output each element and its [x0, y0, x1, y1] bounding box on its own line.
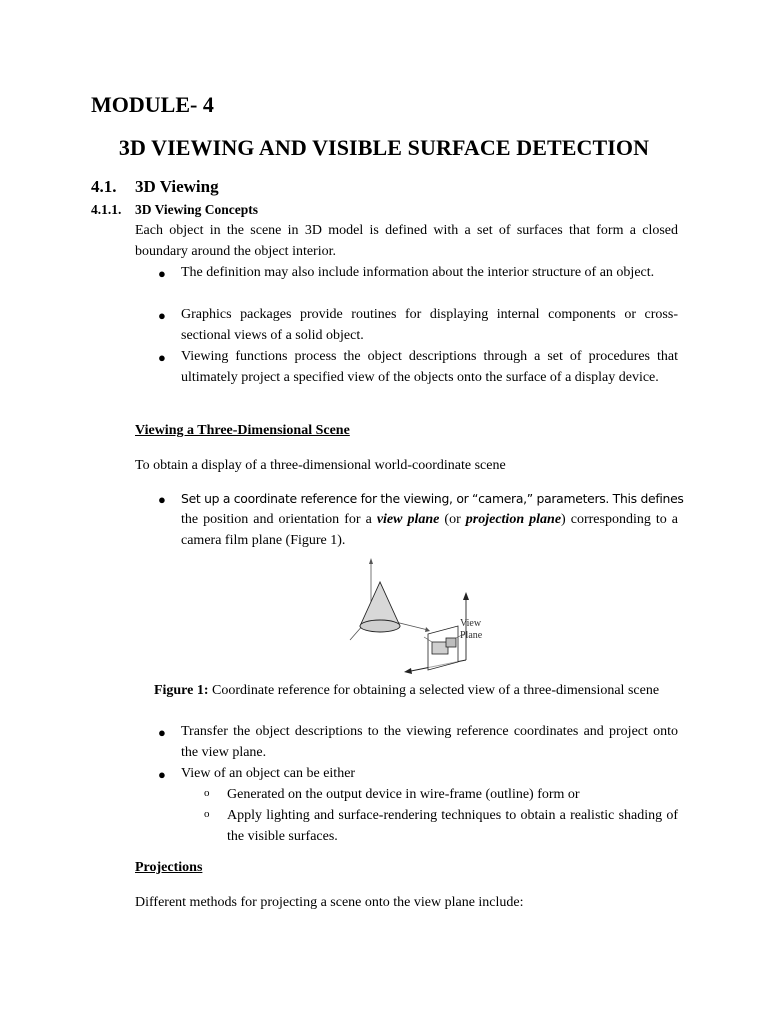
module-heading: MODULE- 4	[91, 92, 214, 117]
sub-option: Apply lighting and surface-rendering techniques to obtain a realistic shading of the visible surfaces.	[227, 808, 678, 844]
axis-y-arrowhead	[369, 558, 373, 564]
page-title: 3D VIEWING AND VISIBLE SURFACE DETECTION	[118, 135, 650, 160]
concept-bullet: The definition may also include information about the interior structure of an object.	[181, 265, 655, 280]
circle-marker: o	[204, 808, 210, 820]
section-heading	[91, 177, 219, 197]
concept-bullet: Viewing functions process the object descriptions through a set of procedures that ultimately project a specified view of the objects onto the surface of a display device.	[181, 349, 678, 385]
step1-mid: (or	[439, 512, 466, 527]
bullet-marker: ●	[158, 266, 166, 281]
view-plane-label-line1: View	[460, 618, 482, 629]
step1-line1: Set up a coordinate reference for the viewing, or “camera,” parameters. This defines	[181, 491, 684, 506]
step1-pre: the position and orientation for a	[181, 512, 377, 527]
bullet-marker: ●	[158, 725, 166, 740]
step3-text: View of an object can be either	[181, 766, 356, 781]
camera-lens	[446, 638, 456, 647]
step1-text	[181, 509, 678, 551]
view-plane-term: view plane	[376, 512, 440, 527]
step1-post: ) corresponding to a camera film plane (Figure 1).	[181, 512, 678, 548]
step2-text: Transfer the object descriptions to the viewing reference coordinates and project onto the view plane.	[181, 724, 678, 760]
bullet-marker: ●	[158, 308, 166, 323]
subsection-title: 3D Viewing Concepts	[135, 202, 259, 217]
scene-heading: Viewing a Three-Dimensional Scene	[135, 423, 350, 438]
cone-base	[360, 620, 400, 632]
cone-body	[360, 582, 400, 626]
section-title: 3D Viewing	[135, 177, 219, 196]
figure-caption-text: Coordinate reference for obtaining a selected view of a three-dimensional scene	[208, 683, 660, 698]
subsection-number: 4.1.1.	[91, 202, 122, 217]
bullet-marker: ●	[158, 492, 166, 507]
figure-caption	[135, 680, 678, 701]
concept-bullet: Graphics packages provide routines for displaying internal components or cross-sectional views of a solid object.	[181, 307, 678, 343]
figure-1-diagram	[340, 556, 520, 678]
bullet-marker: ●	[158, 767, 166, 782]
intro-paragraph: Each object in the scene in 3D model is defined with a set of surfaces that form a closed boundary around the object interior.	[135, 223, 678, 259]
view-axis-h-arrowhead	[404, 668, 412, 674]
subsection-heading	[91, 202, 258, 218]
projections-intro: Different methods for projecting a scene onto the view plane include:	[135, 895, 524, 910]
projection-plane-term: projection plane	[465, 512, 562, 527]
circle-marker: o	[204, 787, 210, 799]
scene-intro: To obtain a display of a three-dimensional world-coordinate scene	[135, 458, 506, 473]
view-plane-label-line2: Plane	[460, 630, 483, 641]
projections-heading: Projections	[135, 860, 203, 875]
sub-option: Generated on the output device in wire-frame (outline) form or	[227, 787, 580, 802]
figure-caption-label: Figure 1:	[153, 683, 209, 698]
view-axis-arrowhead	[463, 592, 469, 600]
axis-x-arrowhead	[425, 627, 430, 632]
bullet-marker: ●	[158, 350, 166, 365]
section-number: 4.1.	[91, 177, 117, 196]
